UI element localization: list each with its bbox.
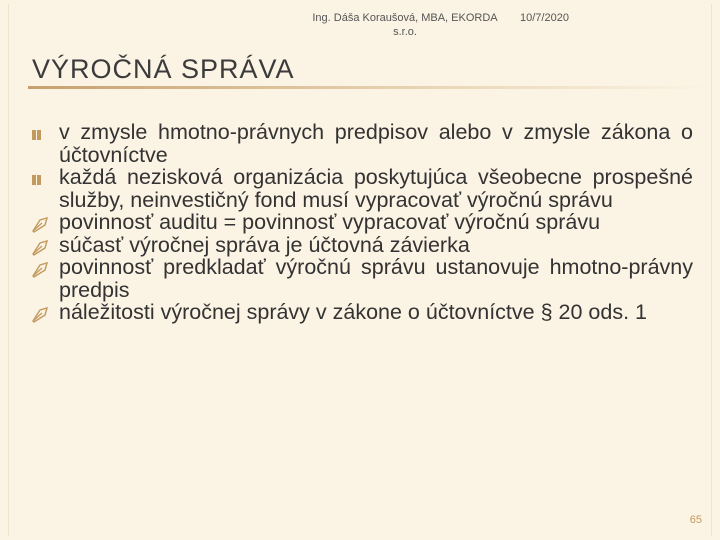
square-bullet-icon	[30, 125, 52, 141]
list-item-text: povinnosť predkladať výročnú správu ustanovuje hmotno-právny predpis	[59, 255, 693, 302]
title-underline	[28, 86, 708, 89]
pen-nib-bullet-icon	[30, 215, 52, 231]
list-item-text: povinnosť auditu = povinnosť vypracovať výročnú správu	[59, 210, 601, 234]
square-bullet-icon	[30, 170, 52, 186]
list-item	[30, 256, 693, 301]
page-number: 65	[689, 514, 702, 526]
list-item	[30, 211, 693, 234]
list-item	[30, 121, 693, 166]
list-item-text: súčasť výročnej správa je účtovná závierka	[59, 232, 470, 257]
list-item	[30, 301, 693, 324]
pen-nib-bullet-icon	[30, 305, 52, 321]
list-item-text: v zmysle hmotno-právnych predpisov alebo v zmysle zákona o účtovníctve	[59, 120, 693, 167]
bullet-list	[30, 121, 693, 324]
pen-nib-bullet-icon	[30, 260, 52, 276]
list-item-text: náležitosti výročnej správy v zákone o účtovníctve § 20 ods. 1	[59, 300, 647, 324]
pen-nib-bullet-icon	[30, 238, 52, 254]
header-author: Ing. Dáša Koraušová, MBA, EKORDA s.r.o.	[312, 12, 498, 38]
list-item	[30, 234, 693, 257]
list-item-text: každá nezisková organizácia poskytujúca všeobecne prospešné služby, neinvestičný fond musí vypracovať výročnú správu	[59, 165, 693, 212]
slide-title: VÝROČNÁ SPRÁVA	[32, 54, 295, 84]
list-item	[30, 166, 693, 211]
header-date: 10/7/2020	[520, 12, 569, 24]
